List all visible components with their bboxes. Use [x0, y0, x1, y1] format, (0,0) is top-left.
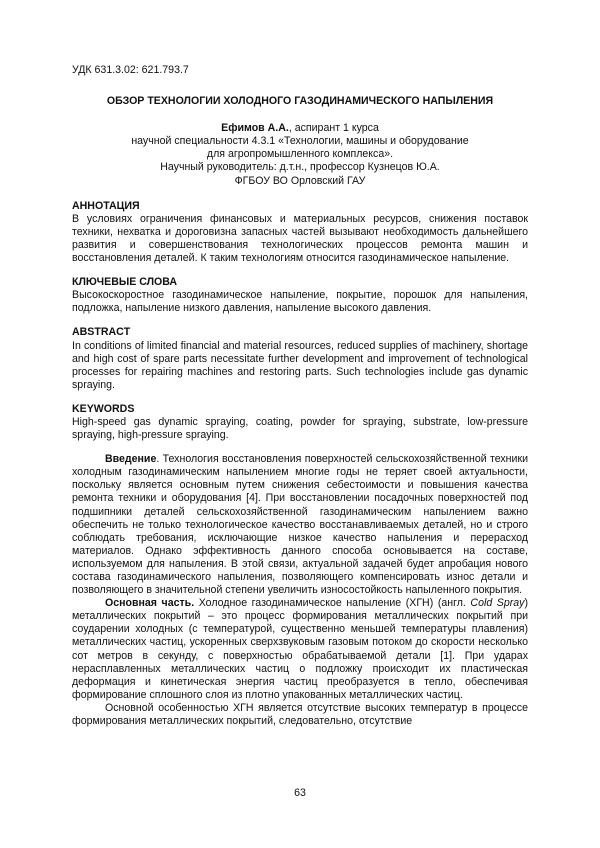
udk-code: УДК 631.3.02: 621.793.7 [72, 64, 189, 76]
paper-title: ОБЗОР ТЕХНОЛОГИИ ХОЛОДНОГО ГАЗОДИНАМИЧЕСКОГО НАПЫЛЕНИЯ [106, 95, 494, 108]
keywords-ru-heading: КЛЮЧЕВЫЕ СЛОВА [72, 276, 178, 289]
keywords-en-text: High-speed gas dynamic spraying, coating, powder for spraying, substrate, low-pressure spraying, high-pressure spraying. [72, 415, 528, 442]
page-number: 63 [294, 787, 306, 799]
keywords-ru-section [72, 276, 528, 315]
author-line-3: для агропромышленного комплекса». [206, 148, 394, 161]
keywords-ru-text: Высокоскоростное газодинамическое напыление, покрытие, порошок для напыления, подложка, напыление низкого давления, напыление высокого давления. [72, 289, 528, 315]
keywords-en-heading: KEYWORDS [72, 402, 135, 415]
author-role: , аспирант 1 курса [288, 122, 379, 135]
intro-text: . Технология восстановления поверхностей сельскохозяйственной техники холодным газодинамическим напылением многие годы не теряет своей актуальности, поскольку является основным путем снижения себестоимости и повышения качества ремонта техники и оборудования [4]. При восстановлении посадочных поверхностей под подшипники деталей сельскохозяйственной газодинамическим напылением важно обеспечить не только технологическое качество восстанавливаемых деталей, но и строго соблюдать требования, исключающие низкое качество напыления и перерасход материалов. Однако эффективность данного способа основывается на составе, используемом для напыления. В этой связи, актуальной задачей будет апробация нового состава газодинамического напыления, позволяющего компенсировать износ детали и позволяющего в значительной степени увеличить износостойкость напыленного покрытия. [72, 453, 528, 597]
author-line-1 [72, 122, 528, 135]
main-lead: Основная часть. [105, 597, 195, 610]
main-text-b: ) металлических покрытий – это процесс формирования металлических покрытий при соударении холодных (с температурой, существенно меньшей температуры плавления) металлических частиц, ускоренных сверхзвуковым газовым потоком до скорости несколько сот метров в секунду, с поверхностью обрабатываемой детали [1]. При ударах нерасплавленных металлических частиц о подложку происходит их пластическая деформация и кинетическая энергия частиц преобразуется в тепло, обеспечивая формирование сплошного слоя из плотно упакованных металлических частиц. [72, 597, 528, 701]
main-text-a: Холодное газодинамическое напыление (ХГН) (англ. [194, 597, 471, 610]
main-paragraph [72, 597, 528, 702]
author-name: Ефимов А.А. [221, 122, 289, 135]
author-block [72, 122, 528, 187]
author-line-5: ФГБОУ ВО Орловский ГАУ [234, 174, 366, 187]
author-line-4: Научный руководитель: д.т.н., профессор Кузнецов Ю.А. [160, 161, 440, 174]
paragraph-3: Основной особенностью ХГН является отсутствие высоких температур в процессе формирования металлических покрытий, следовательно, отсутствие [72, 701, 528, 728]
annotation-heading: АННОТАЦИЯ [72, 199, 140, 212]
author-line-2: научной специальности 4.3.1 «Технологии, машины и оборудование [131, 135, 469, 148]
intro-paragraph [72, 453, 528, 597]
annotation-section [72, 200, 528, 265]
abstract-heading: ABSTRACT [72, 326, 131, 339]
abstract-section [72, 326, 528, 391]
main-italic-term: Cold Spray [470, 597, 525, 610]
keywords-en-section [72, 403, 528, 442]
intro-lead: Введение [105, 453, 157, 466]
paper-page [72, 64, 528, 728]
annotation-text: В условиях ограничения финансовых и материальных ресурсов, снижения поставок техники, нехватка и дороговизна запасных частей вызывают необходимость дальнейшего развития и совершенствования технологических процессов ремонта машин и восстановления деталей. К таким технологиям относится газодинамическое напыление. [72, 212, 528, 265]
abstract-text: In conditions of limited financial and material resources, reduced supplies of machinery, shortage and high cost of spare parts necessitate further development and improvement of technological processes for repairing machines and restoring parts. Such technologies include gas dynamic spraying. [72, 339, 528, 391]
